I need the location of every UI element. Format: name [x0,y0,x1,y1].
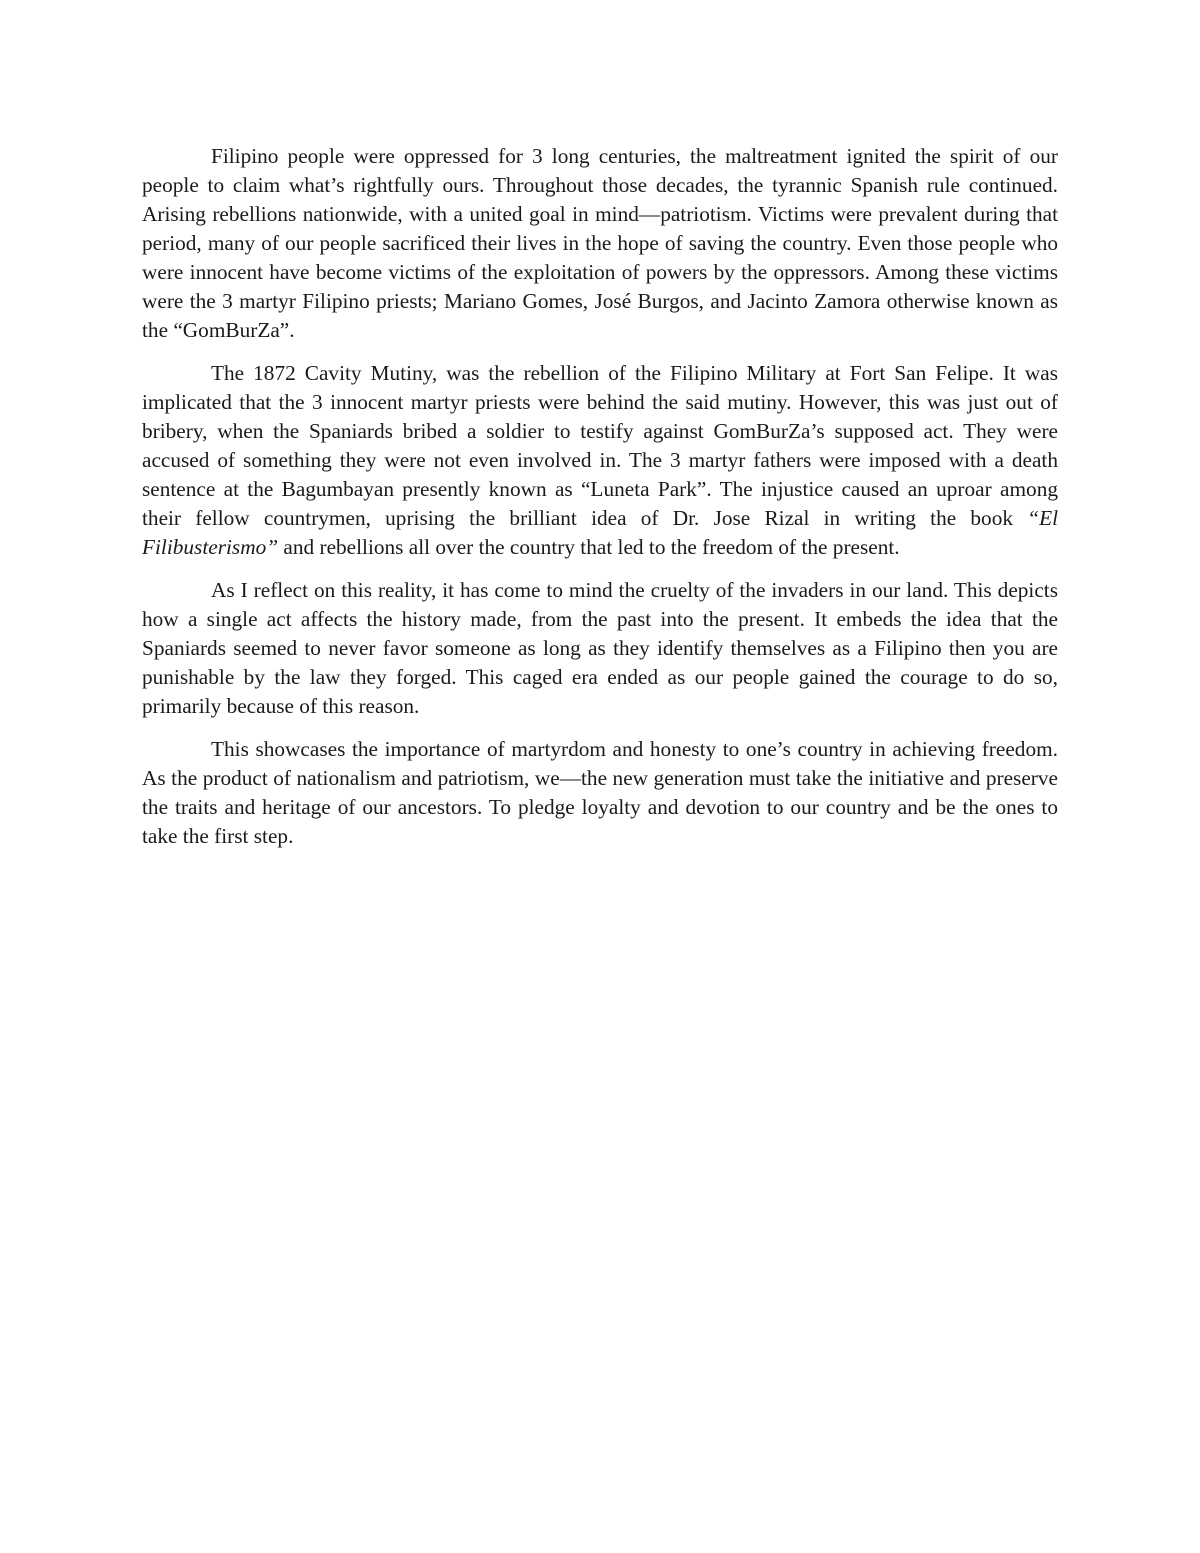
paragraph-2-text-end: and rebellions all over the country that led to the freedom of the present. [278,535,900,559]
book-title: “El Filibusterismo” [142,506,1058,559]
paragraph-4: This showcases the importance of martyrdom and honesty to one’s country in achieving freedom. As the product of nationalism and patriotism, we—the new generation must take the initiative and preserve the traits and heritage of our ancestors. To pledge loyalty and devotion to our country and be the ones to take the first step. [142,737,1058,848]
paragraph-1: Filipino people were oppressed for 3 long centuries, the maltreatment ignited the spirit of our people to claim what’s rightfully ours. Throughout those decades, the tyrannic Spanish rule continued. Arising rebellions nationwide, with a united goal in mind—patriotism. Victims were prevalent during that period, many of our people sacrificed their lives in the hope of saving the country. Even those people who were innocent have become victims of the exploitation of powers by the oppressors. Among these victims were the 3 martyr Filipino priests; Mariano Gomes, José Burgos, and Jacinto Zamora otherwise known as the “GomBurZa”. [142,144,1058,342]
essay-body [142,142,1058,851]
paragraph-3: As I reflect on this reality, it has come to mind the cruelty of the invaders in our land. This depicts how a single act affects the history made, from the past into the present. It embeds the idea that the Spaniards seemed to never favor someone as long as they identify themselves as a Filipino then you are punishable by the law they forged. This caged era ended as our people gained the courage to do so, primarily because of this reason. [142,578,1058,718]
paragraph-2 [142,359,1058,562]
paragraph-2-text-start: The 1872 Cavity Mutiny, was the rebellion of the Filipino Military at Fort San Felipe. It was implicated that the 3 innocent martyr priests were behind the said mutiny. However, this was just out of bribery, when the Spaniards bribed a soldier to testify against GomBurZa’s supposed act. They were accused of something they were not even involved in. The 3 martyr fathers were imposed with a death sentence at the Bagumbayan presently known as “Luneta Park”. The injustice caused an uproar among their fellow countrymen, uprising the brilliant idea of Dr. Jose Rizal in writing the book [142,361,1058,530]
